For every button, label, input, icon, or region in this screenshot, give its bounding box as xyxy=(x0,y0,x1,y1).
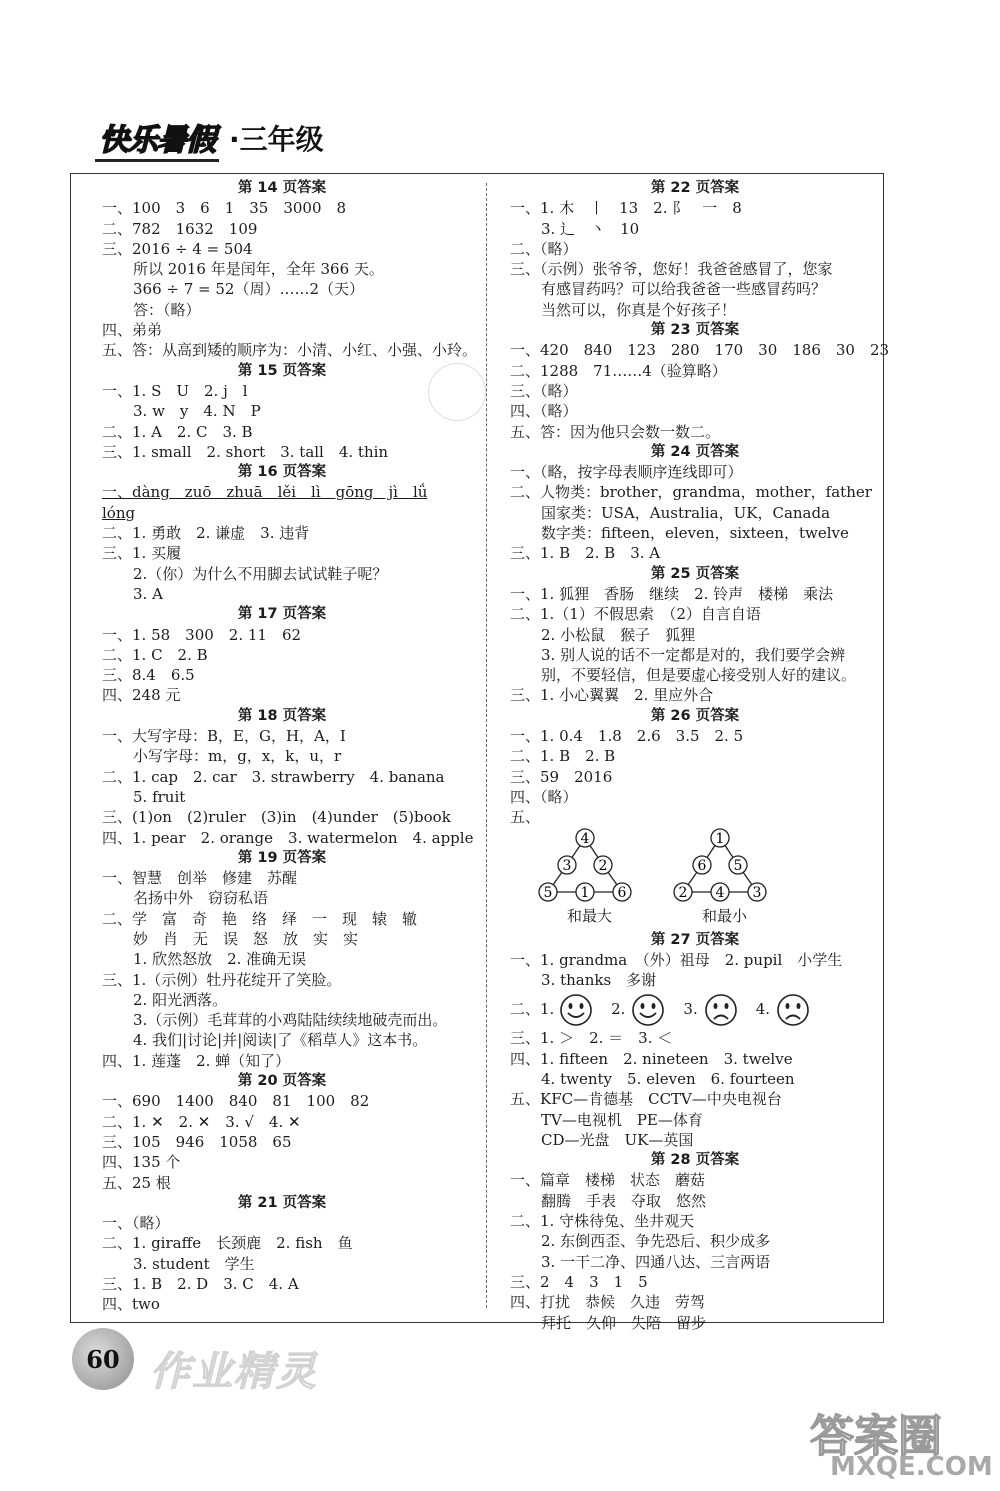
answer-line: 2.（你）为什么不用脚去试试鞋子呢？ xyxy=(133,564,388,583)
header xyxy=(95,118,324,158)
answer-line: CD—光盘 UK—英国 xyxy=(541,1130,694,1149)
answer-line: 一、（略，按字母表顺序连线即可） xyxy=(510,463,743,482)
answer-line: 四、135 个 xyxy=(102,1153,181,1172)
answer-line: 三、2016 ÷ 4 = 504 xyxy=(102,239,253,258)
triangle-captions xyxy=(510,906,880,930)
answer-line: 二、1.（1）不假思索 （2）自言自语 xyxy=(510,605,761,624)
answer-line: 二、782 1632 109 xyxy=(102,219,258,238)
answer-line: 3. 辶 丶 10 xyxy=(541,219,640,238)
circle-number: 1 xyxy=(580,884,590,901)
answer-line: 4. 我们|讨论|并|阅读|了《稻草人》这本书。 xyxy=(133,1031,428,1050)
answer-line: 3. student 学生 xyxy=(133,1254,255,1273)
answer-line: 三、1. ＞ 2. ＝ 3. ＜ xyxy=(510,1029,673,1048)
answer-line: 三、(1)on (2)ruler (3)in (4)under (5)book xyxy=(102,808,451,827)
section-heading: 第 21 页答案 xyxy=(237,1194,327,1211)
answer-line: 一、1. grandma （外）祖母 2. pupil 小学生 xyxy=(510,950,843,969)
answer-line: 一、1. 0.4 1.8 2.6 3.5 2. 5 xyxy=(510,727,744,746)
answer-line: 名扬中外 窃窃私语 xyxy=(133,889,269,908)
section-heading: 第 24 页答案 xyxy=(650,443,740,460)
answer-line: 所以 2016 年是闰年，全年 366 天。 xyxy=(133,260,384,279)
answer-line: 当然可以，你真是个好孩子！ xyxy=(541,300,737,319)
book-logo: 快乐暑假 xyxy=(95,115,219,162)
watermark-logo: 答案圈 xyxy=(810,1411,942,1462)
answer-line: 二、1. 勇敢 2. 谦虚 3. 违背 xyxy=(102,524,310,543)
triangle-max xyxy=(539,829,631,901)
section-heading: 第 16 页答案 xyxy=(237,464,327,481)
answer-line: 五、KFC—肯德基 CCTV—中央电视台 xyxy=(510,1090,782,1109)
circle-number: 1 xyxy=(715,830,725,847)
answer-line: 妙 肖 无 误 怒 放 实 实 xyxy=(133,929,359,948)
faces-number: 4. xyxy=(755,1000,771,1019)
answer-line: 二、1. A 2. C 3. B xyxy=(102,422,253,441)
answer-line: 五、25 根 xyxy=(102,1173,171,1192)
answer-line: 四、248 元 xyxy=(102,686,181,705)
circle-number: 3 xyxy=(562,857,572,874)
circle-number: 4 xyxy=(580,830,590,847)
answer-line: 二、1. C 2. B xyxy=(102,645,208,664)
circle-number: 2 xyxy=(598,857,608,874)
answer-line: 一、420 840 123 280 170 30 186 30 23 xyxy=(510,341,890,360)
answer-line: 四、1. pear 2. orange 3. watermelon 4. apple xyxy=(102,828,474,847)
circle-number: 6 xyxy=(697,857,707,874)
circle-number: 5 xyxy=(733,857,743,874)
section-heading: 第 27 页答案 xyxy=(650,931,740,948)
answer-line: 二、人物类：brother，grandma，mother，father xyxy=(510,483,872,502)
answer-line: 答：（略） xyxy=(133,300,201,319)
answer-line: 一、智慧 创举 修建 苏醒 xyxy=(102,869,298,888)
section-heading: 第 19 页答案 xyxy=(237,849,327,866)
answer-line: 二、1. 守株待兔、坐井观天 xyxy=(510,1212,695,1231)
answer-line: 3. A xyxy=(133,584,163,603)
answer-line: 四、1. 莲蓬 2. 蝉（知了） xyxy=(102,1051,291,1070)
answer-line: 一、100 3 6 1 35 3000 8 xyxy=(102,199,347,218)
grade-label: ·三年级 xyxy=(229,123,324,156)
right-column xyxy=(510,178,890,1333)
section-heading: 第 15 页答案 xyxy=(237,362,327,379)
answer-line: 数字类：fifteen，eleven，sixteen，twelve xyxy=(541,524,849,543)
answer-line: TV—电视机 PE—体育 xyxy=(541,1110,703,1129)
answer-line: 二、1. ✕ 2. ✕ 3. √ 4. ✕ xyxy=(102,1112,301,1131)
section-heading: 第 22 页答案 xyxy=(650,180,740,196)
answer-line: 二、1. B 2. B xyxy=(510,747,616,766)
faces-row xyxy=(510,990,880,1028)
caption-min: 和最小 xyxy=(702,906,748,925)
answer-line: 四、（略） xyxy=(510,402,578,421)
watermark-url: MXQE.COM xyxy=(830,1452,993,1482)
section-heading: 第 26 页答案 xyxy=(650,707,740,724)
answer-line: 翻腾 手表 夺取 悠然 xyxy=(541,1191,707,1210)
answer-line: 1. 欣然怒放 2. 准确无误 xyxy=(133,950,307,969)
answer-line: 三、1. 小心翼翼 2. 里应外合 xyxy=(510,686,714,705)
left-column xyxy=(102,178,478,1315)
circle-number: 5 xyxy=(543,884,553,901)
answer-line: lóng xyxy=(102,503,136,522)
section-heading: 第 18 页答案 xyxy=(237,707,327,724)
answer-line: 5. fruit xyxy=(133,787,186,806)
circle-number: 3 xyxy=(752,884,762,901)
answer-line: 三、59 2016 xyxy=(510,767,613,786)
answer-line: 四、two xyxy=(102,1295,160,1314)
section-heading: 第 17 页答案 xyxy=(237,606,327,623)
circle-number: 6 xyxy=(617,884,627,901)
section-heading: 第 23 页答案 xyxy=(650,322,740,339)
answer-line: 五、答：从高到矮的顺序为：小清、小红、小强、小玲。 xyxy=(102,341,478,360)
section-heading: 第 14 页答案 xyxy=(237,180,327,196)
answer-line: 三、（示例）张爷爷，您好！我爸爸感冒了，您家 xyxy=(510,260,833,279)
answer-line: 二、（略） xyxy=(510,239,578,258)
answer-line: 一、690 1400 840 81 100 82 xyxy=(102,1092,370,1111)
answer-line: 366 ÷ 7 = 52（周）……2（天） xyxy=(133,280,365,299)
answer-line: 三、1. 买履 xyxy=(102,544,182,563)
column-divider xyxy=(486,183,487,1308)
answer-line: 五、 xyxy=(510,808,541,827)
answer-line: 4. twenty 5. eleven 6. fourteen xyxy=(541,1069,795,1088)
sad-face-icon xyxy=(704,993,738,1027)
answer-line: 二、1. giraffe 长颈鹿 2. fish 鱼 xyxy=(102,1234,353,1253)
page-number: 60 xyxy=(72,1328,134,1390)
triangle-diagrams xyxy=(510,828,880,906)
answer-line: 二、学 富 奇 艳 络 绎 一 现 辕 辙 xyxy=(102,909,418,928)
answer-line: 一、1. S U 2. j l xyxy=(102,381,248,400)
answer-line: 二、1. cap 2. car 3. strawberry 4. banana xyxy=(102,767,445,786)
triangle-min xyxy=(674,829,766,901)
faces-prefix: 二、1. xyxy=(510,1000,560,1019)
answer-line: 五、答：因为他只会数一数二。 xyxy=(510,422,721,441)
answer-line: 2. 东倒西歪、争先恐后、积少成多 xyxy=(541,1232,771,1251)
answer-line: 四、打扰 恭候 久违 劳驾 xyxy=(510,1293,706,1312)
answer-line: 小写字母：m，g，x，k，u，r xyxy=(133,747,342,766)
answer-line: 一、dàng zuō zhuā lěi lì gōng jì lǘ xyxy=(102,483,428,502)
answer-line: 四、1. fifteen 2. nineteen 3. twelve xyxy=(510,1049,793,1068)
answer-line: 三、1.（示例）牡丹花绽开了笑脸。 xyxy=(102,970,342,989)
answer-line: 别，不要轻信，但是要虚心接受别人好的建议。 xyxy=(541,666,857,685)
triangle-puzzle xyxy=(530,828,790,906)
answer-line: 四、弟弟 xyxy=(102,321,163,340)
answer-line: 一、（略） xyxy=(102,1214,170,1233)
answer-line: 三、1. B 2. D 3. C 4. A xyxy=(102,1275,299,1294)
answer-line: 3.（示例）毛茸茸的小鸡陆陆续续地破壳而出。 xyxy=(133,1011,448,1030)
caption-max: 和最大 xyxy=(567,906,613,925)
answer-line: 3. 一干二净、四通八达、三言两语 xyxy=(541,1252,771,1271)
circle-number: 2 xyxy=(678,884,688,901)
circle-number: 4 xyxy=(715,884,725,901)
answer-line: 3. thanks 多谢 xyxy=(541,971,657,990)
answer-line: 三、1. B 2. B 3. A xyxy=(510,544,661,563)
answer-line: 一、1. 狐狸 香肠 继续 2. 铃声 楼梯 乘法 xyxy=(510,584,834,603)
smiley-face-icon xyxy=(631,993,665,1027)
section-heading: 第 20 页答案 xyxy=(237,1073,327,1090)
answer-line: 有感冒药吗？可以给我爸爸一些感冒药吗？ xyxy=(541,280,827,299)
answer-line: 三、105 946 1058 65 xyxy=(102,1132,292,1151)
section-heading: 第 28 页答案 xyxy=(650,1152,740,1169)
footer-brand: 作业精灵 xyxy=(150,1349,318,1395)
answer-line: 一、篇章 楼梯 状态 蘑菇 xyxy=(510,1171,706,1190)
answer-line: 一、1. 木 丨 13 2. 阝 一 8 xyxy=(510,199,742,218)
answer-line: 四、（略） xyxy=(510,787,578,806)
answer-line: 一、1. 58 300 2. 11 62 xyxy=(102,625,302,644)
answer-line: 三、1. small 2. short 3. tall 4. thin xyxy=(102,442,389,461)
answer-line: 二、1288 71……4（验算略） xyxy=(510,361,727,380)
answer-line: 三、8.4 6.5 xyxy=(102,666,195,685)
answer-line: 2. 小松鼠 猴子 狐狸 xyxy=(541,625,696,644)
answer-line: 一、大写字母：B，E，G，H，A，I xyxy=(102,727,346,746)
answer-line: 3. w y 4. N P xyxy=(133,402,261,421)
sad-face-icon xyxy=(776,993,810,1027)
answer-line: 2. 阳光洒落。 xyxy=(133,990,228,1009)
section-heading: 第 25 页答案 xyxy=(650,565,740,582)
answer-line: 三、（略） xyxy=(510,381,578,400)
answer-line: 3. 别人说的话不一定都是对的，我们要学会辨 xyxy=(541,645,846,664)
answer-line: 三、2 4 3 1 5 xyxy=(510,1272,648,1291)
faces-number: 2. xyxy=(611,1000,626,1019)
faces-number: 3. xyxy=(683,1000,698,1019)
smiley-face-icon xyxy=(559,993,593,1027)
answer-line: 国家类：USA，Australia，UK，Canada xyxy=(541,503,831,522)
answer-line: 拜托 久仰 失陪 留步 xyxy=(541,1313,707,1332)
